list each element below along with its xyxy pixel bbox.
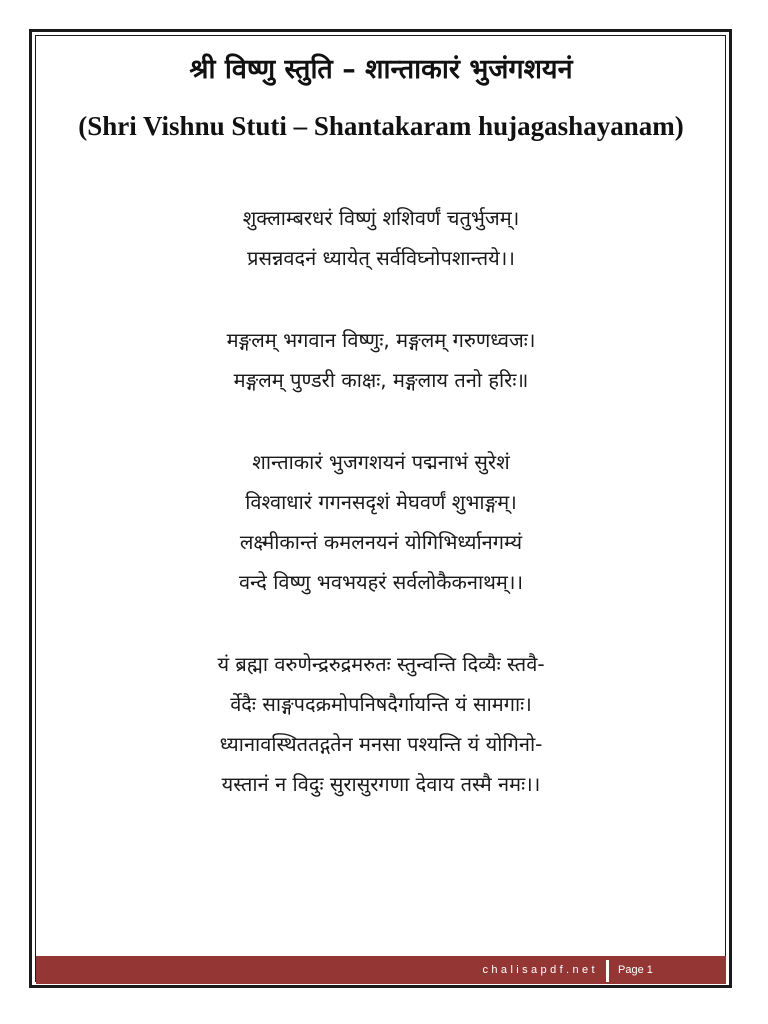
verse-line: मङ्गलम् पुण्डरी काक्षः, मङ्गलाय तनो हरिः॥ (233, 368, 529, 392)
verses (36, 198, 726, 846)
verse-line: ध्यानावस्थिततद्गतेन मनसा पश्यन्ति यं योगिनो- (219, 732, 543, 756)
title-hindi: श्री विष्णु स्तुति – शान्ताकारं भुजंगशयनं (189, 54, 573, 85)
verse-line: यस्तानं न विदुः सुरासुरगणा देवाय तस्मै नमः।। (221, 772, 541, 796)
footer-bar (36, 956, 726, 984)
stanza-4 (36, 644, 726, 804)
title-english: (Shri Vishnu Stuti – Shantakaram hujagashayanam) (78, 111, 684, 141)
verse-line: शुक्लाम्बरधरं विष्णुं शशिवर्णं चतुर्भुजम्। (242, 206, 520, 230)
footer-divider (606, 960, 609, 982)
verse-line: शान्ताकारं भुजगशयनं पद्मनाभं सुरेशं (252, 450, 510, 474)
stanza-1 (36, 198, 726, 278)
stanza-2 (36, 320, 726, 400)
verse-line: प्रसन्नवदनं ध्यायेत् सर्वविघ्नोपशान्तये।। (247, 246, 515, 270)
verse-line: वन्दे विष्णु भवभयहरं सर्वलोकैकनाथम्।। (238, 570, 524, 594)
verse-line: विश्वाधारं गगनसदृशं मेघवर्णं शुभाङ्गम्। (245, 490, 517, 514)
footer-site-link[interactable]: chalisapdf.net (482, 964, 598, 976)
verse-line: मङ्गलम् भगवान विष्णुः, मङ्गलम् गरुणध्वजः। (226, 328, 536, 352)
stanza-3 (36, 442, 726, 602)
verse-line: र्वेदैः साङ्गपदक्रमोपनिषदैर्गायन्ति यं सामगाः। (230, 692, 532, 716)
verse-line: लक्ष्मीकान्तं कमलनयनं योगिभिर्ध्यानगम्यं (239, 530, 523, 554)
page-number: Page 1 (618, 964, 653, 976)
verse-line: यं ब्रह्मा वरुणेन्द्ररुद्रमरुतः स्तुन्वन्ति दिव्यैः स्तवै- (217, 652, 545, 676)
